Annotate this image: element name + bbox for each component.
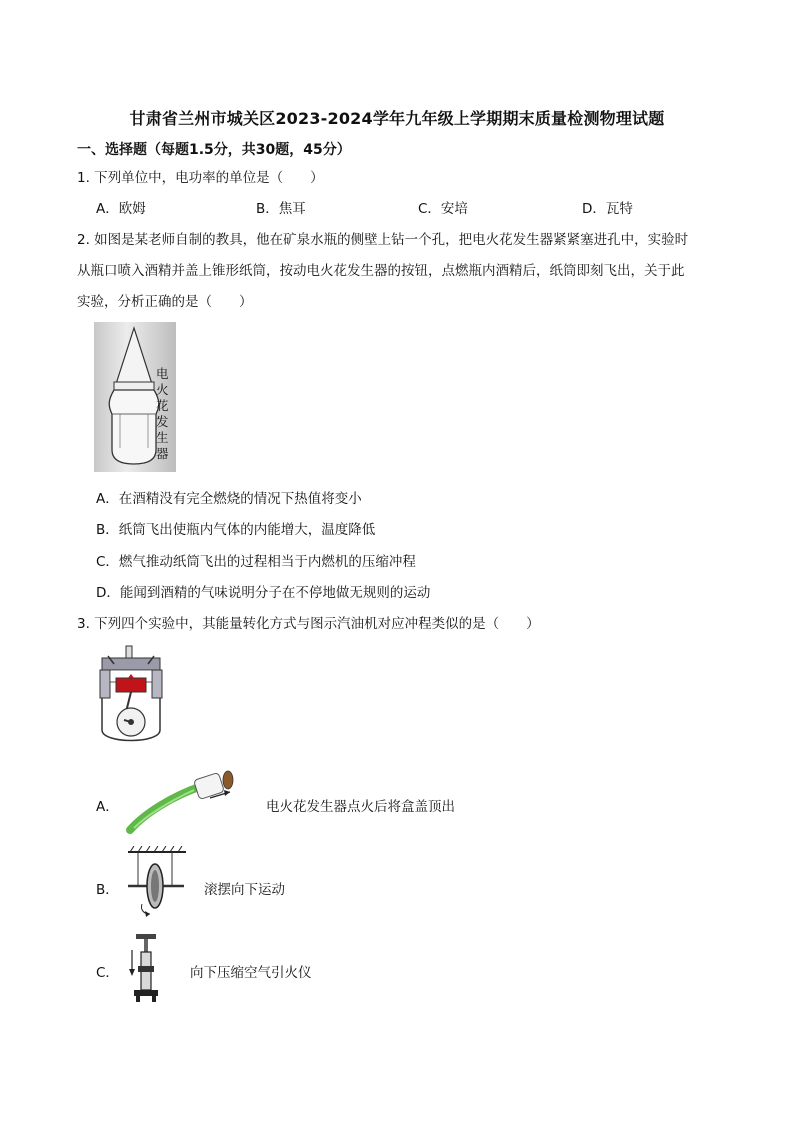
q3-option-a-letter: A． [96, 799, 119, 815]
q3-option-c-letter: C． [96, 965, 119, 981]
air-compression-igniter-illustration [124, 932, 168, 1004]
q1-option-a: A．欧姆 [96, 201, 146, 217]
bottle-figure [94, 322, 176, 472]
label-char: 生 [156, 430, 169, 445]
label-char: 发 [156, 414, 169, 429]
q1-option-b: B．焦耳 [256, 201, 306, 217]
q3-option-a-text: 电火花发生器点火后将盒盖顶出 [266, 799, 455, 815]
spark-generator-label [156, 366, 169, 462]
rolling-pendulum-illustration [124, 846, 190, 918]
spark-box-illustration [124, 766, 240, 836]
q2-option-a: A．在酒精没有完全燃烧的情况下热值将变小 [96, 491, 362, 507]
engine-illustration [96, 644, 166, 748]
question-3-stem: 3. 下列四个实验中，其能量转化方式与图示汽油机对应冲程类似的是（ ） [77, 616, 540, 632]
label-char: 器 [156, 446, 169, 461]
question-2-stem-line1: 2. 如图是某老师自制的教具，他在矿泉水瓶的侧壁上钻一个孔，把电火花发生器紧紧塞进孔中，实验时 [77, 232, 689, 248]
q2-option-b: B．纸筒飞出使瓶内气体的内能增大，温度降低 [96, 522, 376, 538]
q3-option-b-text: 滚摆向下运动 [204, 882, 285, 898]
q3-option-b-letter: B． [96, 882, 119, 898]
q2-option-c: C．燃气推动纸筒飞出的过程相当于内燃机的压缩冲程 [96, 554, 416, 570]
label-char: 电 [156, 366, 169, 381]
q1-option-c: C．安培 [418, 201, 468, 217]
label-char: 花 [156, 398, 169, 413]
question-1-stem: 1. 下列单位中，电功率的单位是（ ） [77, 170, 324, 186]
section-heading: 一、选择题（每题1.5分，共30题，45分） [77, 142, 351, 158]
page-title: 甘肃省兰州市城关区2023-2024学年九年级上学期期末质量检测物理试题 [129, 109, 665, 128]
q3-option-c-text: 向下压缩空气引火仪 [190, 965, 312, 981]
label-char: 火 [156, 382, 169, 397]
q2-option-d: D．能闻到酒精的气味说明分子在不停地做无规则的运动 [96, 585, 431, 601]
question-2-stem-line2: 从瓶口喷入酒精并盖上锥形纸筒，按动电火花发生器的按钮，点燃瓶内酒精后，纸筒即刻飞出，关于此 [77, 263, 685, 279]
question-2-stem-line3: 实验，分析正确的是（ ） [77, 294, 253, 310]
q1-option-d: D．瓦特 [582, 201, 633, 217]
